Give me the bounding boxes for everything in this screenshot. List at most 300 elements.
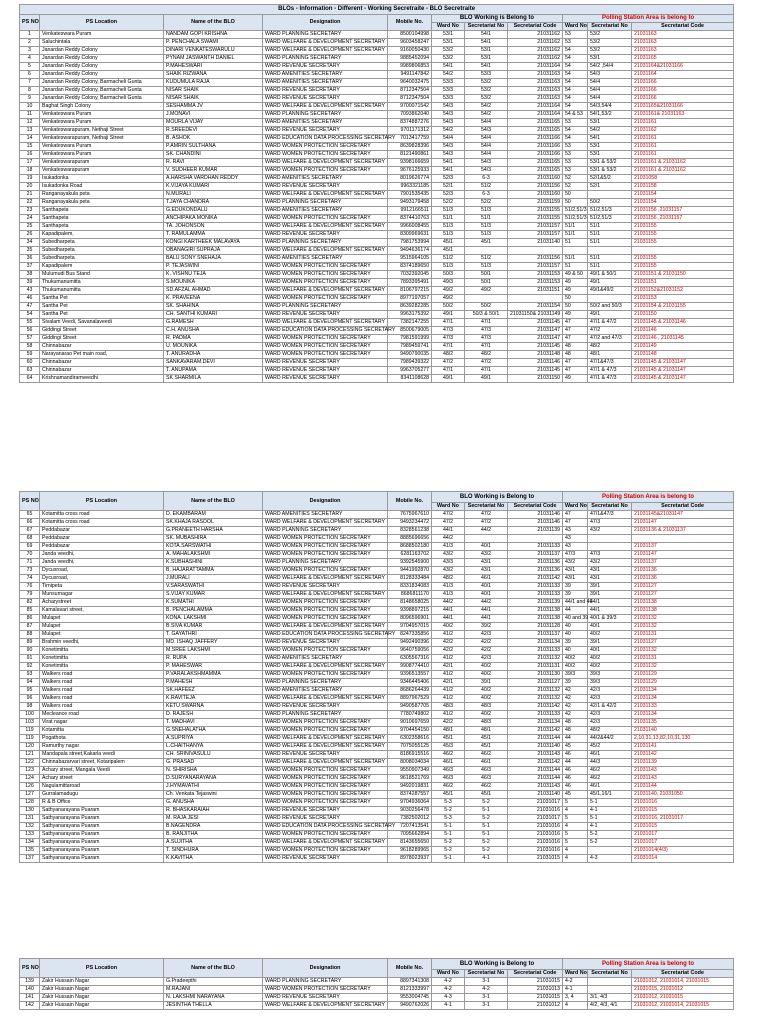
cell-designation: WARD WOMEN PROTECTION SECRETARY (263, 343, 388, 351)
cell-polling-secretariat-code: 21031143 (632, 775, 734, 783)
cell-mobile: 8978023937 (388, 855, 432, 863)
cell-polling-ward-no: 39/3 (563, 671, 588, 679)
cell-secretariat-no: 43/2 (465, 551, 508, 559)
cell-polling-ward-no: 43/2 (563, 559, 588, 567)
cell-ward-no: 47/1 (432, 319, 465, 327)
cell-ps-location: Venkateswara Puram (40, 111, 164, 119)
cell-polling-secretariat-no: 39/1 (588, 591, 632, 599)
cell-ward-no: 41/2 (432, 687, 465, 695)
cell-blo-name: P. TEJASWINI (164, 263, 263, 271)
cell-designation: WARD PLANNING SECRETARY (263, 303, 388, 311)
table-row (20, 367, 734, 375)
cell-ps-location: Pogathota (40, 735, 164, 743)
cell-secretariat-code: 21031144 (508, 775, 563, 783)
cell-blo-name: N. LAKSHMI NARAYANA (164, 994, 263, 1002)
cell-polling-secretariat-no: 47/1 & 47/3 (588, 367, 632, 375)
table-row (20, 591, 734, 599)
cell-ps-no: 17 (20, 159, 40, 167)
cell-blo-name: KONA. LAKSHMI (164, 615, 263, 623)
cell-mobile: 8639828396 (388, 143, 432, 151)
table-row (20, 791, 734, 799)
cell-designation: WARD PLANNING SECRETARY (263, 978, 388, 986)
cell-mobile: 8019626774 (388, 175, 432, 183)
cell-blo-name: V.SARASWATHI (164, 583, 263, 591)
cell-polling-secretariat-no: 45/1,16/1 (588, 791, 632, 799)
cell-blo-name: N. SHIRISHA (164, 767, 263, 775)
header-ward-no: Ward No (432, 23, 465, 31)
cell-secretariat-code: 21031143 (508, 783, 563, 791)
table-row (20, 978, 734, 986)
table-row (20, 703, 734, 711)
cell-polling-secretariat-code: 21031162 (632, 127, 734, 135)
cell-polling-secretariat-code: 21031161 (632, 151, 734, 159)
cell-polling-secretariat-no: 51/2,51/3 (588, 215, 632, 223)
cell-blo-name: M.SREE LAKSHMI (164, 647, 263, 655)
cell-ward-no: 54/4 (432, 135, 465, 143)
cell-mobile: 8186915516 (388, 751, 432, 759)
cell-blo-name: K. VISHNU TEJA (164, 271, 263, 279)
cell-polling-ward-no: 51/1 (563, 223, 588, 231)
table-row (20, 831, 734, 839)
cell-mobile: 7893395491 (388, 279, 432, 287)
cell-ps-location: Sathyanarayana Puaram (40, 807, 164, 815)
cell-polling-ward-no: 51/1 (563, 231, 588, 239)
cell-ps-location: Mandapala street,Kakarla veedi (40, 751, 164, 759)
cell-designation: WARD REVENUE SECRETARY (263, 231, 388, 239)
header-secretariat-no: Secretariat No (465, 503, 508, 511)
cell-secretariat-no: 52/2 (465, 199, 508, 207)
cell-ps-no: 88 (20, 631, 40, 639)
cell-secretariat-no: 6-3 (465, 175, 508, 183)
cell-ward-no: 41/2 (432, 655, 465, 663)
cell-secretariat-code: 21031015 (508, 994, 563, 1002)
cell-secretariat-code: 21031017 (508, 815, 563, 823)
cell-polling-secretariat-code: 21031154 (632, 199, 734, 207)
cell-polling-secretariat-code (632, 535, 734, 543)
cell-ps-location: Sivalam Veedi, Savanalaveedi (40, 319, 164, 327)
cell-mobile: 9493234472 (388, 519, 432, 527)
table-row (20, 855, 734, 863)
cell-polling-ward-no: 54 (563, 87, 588, 95)
cell-mobile: 9701171312 (388, 127, 432, 135)
cell-polling-secretariat-code: 21031161 & 21031162 (632, 159, 734, 167)
cell-blo-name: U. MOUNIKA (164, 343, 263, 351)
cell-ward-no: 51/1 (432, 215, 465, 223)
cell-polling-ward-no: 48 (563, 719, 588, 727)
cell-secretariat-no (465, 247, 508, 255)
cell-ward-no: 53/1 (432, 31, 465, 39)
table-row (20, 527, 734, 535)
cell-ps-location: Walkers road (40, 687, 164, 695)
header-polling-area: Polling Station Area is belong to (563, 492, 734, 503)
cell-secretariat-code: 21031145 (508, 367, 563, 375)
cell-secretariat-code: 21031140 (508, 743, 563, 751)
cell-ps-location: Walkers road (40, 679, 164, 687)
header-secretariat-code: Secretariat Code (632, 503, 734, 511)
cell-mobile: 8374287557 (388, 791, 432, 799)
cell-mobile: 9550907349 (388, 767, 432, 775)
cell-secretariat-no: 54/3 (465, 127, 508, 135)
cell-ps-location: Ramurthy nagar (40, 743, 164, 751)
cell-designation: WARD WOMEN PROTECTION SECRETARY (263, 279, 388, 287)
cell-designation: WARD WELFARE & DEVELOPMENT SECRETARY (263, 591, 388, 599)
cell-ps-location: Janardan Reddy Colony, Barmacheli Gunta (40, 95, 164, 103)
cell-designation: WARD PLANNING SECRETARY (263, 711, 388, 719)
cell-blo-name: CH. SRINIVASULU (164, 751, 263, 759)
cell-ward-no: 51/2 (432, 255, 465, 263)
cell-secretariat-code: 21031132 (508, 695, 563, 703)
cell-blo-name: SK.HAFEEZ (164, 687, 263, 695)
cell-ward-no: 51/3 (432, 231, 465, 239)
cell-polling-secretariat-no: 44/1 (588, 607, 632, 615)
cell-secretariat-no: 5-1 (465, 831, 508, 839)
cell-secretariat-code: 21031137 (508, 551, 563, 559)
cell-ps-location: Dycusroad, (40, 567, 164, 575)
header-ward-no: Ward No (563, 503, 588, 511)
cell-blo-name: K.SUMATHI (164, 599, 263, 607)
table-row (20, 31, 734, 39)
cell-mobile: 9398897215 (388, 607, 432, 615)
cell-polling-secretariat-code: 21031165 (632, 55, 734, 63)
cell-polling-secretariat-no: 51/1 (588, 239, 632, 247)
cell-ward-no: 41/2 (432, 671, 465, 679)
cell-mobile: 8374410763 (388, 215, 432, 223)
cell-polling-ward-no: 54 (563, 95, 588, 103)
cell-ps-location: Kapadipalem (40, 263, 164, 271)
cell-ward-no: 46/2 (432, 783, 465, 791)
cell-polling-secretariat-no: 48/1 (588, 351, 632, 359)
cell-mobile: 7989459741 (388, 343, 432, 351)
cell-mobile: 9490790035 (388, 351, 432, 359)
cell-secretariat-no: 43/1 (465, 559, 508, 567)
cell-polling-secretariat-no: 54/2 ,54/4 (588, 63, 632, 71)
cell-mobile: 8500104998 (388, 31, 432, 39)
table-row (20, 183, 734, 191)
cell-secretariat-code: 21031142 (508, 575, 563, 583)
cell-polling-secretariat-no (588, 295, 632, 303)
cell-secretariat-code: 21031140 (508, 239, 563, 247)
cell-polling-secretariat-no: 53/2 (588, 47, 632, 55)
cell-ward-no: 53/3 (432, 79, 465, 87)
cell-secretariat-code: 21031016 (508, 839, 563, 847)
cell-secretariat-code: 21031156 (508, 183, 563, 191)
cell-polling-ward-no: 4 (563, 847, 588, 855)
cell-secretariat-no: 50/2 (465, 303, 508, 311)
cell-blo-name: R. PADMA (164, 335, 263, 343)
cell-ward-no: 53/2 (432, 55, 465, 63)
cell-secretariat-no: 46/1 (465, 575, 508, 583)
table-row (20, 215, 734, 223)
cell-designation: WARD REVENUE SECRETARY (263, 751, 388, 759)
cell-ward-no: 47/1 (432, 367, 465, 375)
cell-polling-secretariat-no: 50/2 and 50/3 (588, 303, 632, 311)
table-row (20, 807, 734, 815)
cell-polling-secretariat-no: 53/1 (588, 55, 632, 63)
cell-ps-location: Zakir Hussain Nagar (40, 986, 164, 994)
cell-ps-location: Isukadonka Road (40, 183, 164, 191)
cell-secretariat-no: 46/1 (465, 759, 508, 767)
cell-mobile: 8128333484 (388, 575, 432, 583)
cell-blo-name: A. MAHALAKSHMI (164, 551, 263, 559)
cell-designation: WARD REVENUE SECRETARY (263, 703, 388, 711)
cell-secretariat-code: 21031163 (508, 79, 563, 87)
cell-polling-ward-no: 54 (563, 47, 588, 55)
table-row (20, 743, 734, 751)
cell-blo-name: G.PRANEETH HARSHA (164, 527, 263, 535)
cell-designation: WARD WELFARE & DEVELOPMENT SECRETARY (263, 319, 388, 327)
table-row (20, 575, 734, 583)
cell-polling-secretariat-code: 21031145 & 21031146 (632, 319, 734, 327)
cell-designation: WARD WOMEN PROTECTION SECRETARY (263, 567, 388, 575)
cell-ps-location: Chinnabazar (40, 359, 164, 367)
cell-ward-no: 42/1 (432, 679, 465, 687)
cell-secretariat-code: 21031166 (508, 151, 563, 159)
header-polling-area: Polling Station Area is belong to (563, 959, 734, 970)
cell-polling-secretariat-code: 21031015 (632, 807, 734, 815)
cell-polling-ward-no: 3, 4 (563, 994, 588, 1002)
cell-ward-no: 54/2 (432, 127, 465, 135)
table-row (20, 103, 734, 111)
cell-ps-no: 127 (20, 791, 40, 799)
cell-polling-secretariat-code: 21031161 & 21031162 (632, 167, 734, 175)
table-row (20, 271, 734, 279)
cell-polling-secretariat-no: 52/1&5/2 (588, 175, 632, 183)
cell-ward-no: 46/3 (432, 767, 465, 775)
cell-secretariat-code: 21031017 (508, 799, 563, 807)
cell-polling-ward-no: 50 (563, 191, 588, 199)
cell-ps-no: 119 (20, 727, 40, 735)
table-row (20, 343, 734, 351)
cell-polling-secretariat-no: 39/1 (588, 583, 632, 591)
cell-mobile: 7780749802 (388, 711, 432, 719)
cell-ps-no: 133 (20, 831, 40, 839)
cell-secretariat-no: 53/1 (465, 55, 508, 63)
cell-mobile: 8897341308 (388, 978, 432, 986)
cell-secretariat-no: 49/1 (465, 375, 508, 383)
cell-secretariat-no: 47/1 (465, 367, 508, 375)
cell-ps-location: Walkers road (40, 671, 164, 679)
cell-polling-ward-no: 47 (563, 335, 588, 343)
cell-blo-name: P.VARALAKSHMAMMA (164, 671, 263, 679)
cell-mobile: 8148658025 (388, 599, 432, 607)
cell-designation: WARD AMENITIES SECRETARY (263, 119, 388, 127)
cell-polling-secretariat-no: 42/1 & 42/2 (588, 703, 632, 711)
cell-secretariat-no: 49/2 (465, 287, 508, 295)
cell-polling-secretariat-code: 21031134 (632, 711, 734, 719)
cell-designation: WARD WELFARE & DEVELOPMENT SECRETARY (263, 743, 388, 751)
cell-ps-location: Venkateswarapuram, Nethaji Street (40, 135, 164, 143)
table-row (20, 567, 734, 575)
cell-secretariat-code: 21031015 (508, 855, 563, 863)
cell-designation: WARD WOMEN PROTECTION SECRETARY (263, 215, 388, 223)
cell-polling-secretariat-code: 21031146 (632, 327, 734, 335)
cell-secretariat-no: 5-1 (465, 823, 508, 831)
cell-ps-no: 73 (20, 567, 40, 575)
cell-polling-secretariat-no (588, 543, 632, 551)
cell-designation: WARD AMENITIES SECRETARY (263, 255, 388, 263)
cell-secretariat-no: 4-1 (465, 855, 508, 863)
cell-polling-ward-no: 45 (563, 791, 588, 799)
table-row (20, 63, 734, 71)
cell-polling-ward-no: 42 (563, 687, 588, 695)
cell-polling-ward-no: 43 (563, 543, 588, 551)
cell-designation: WARD WOMEN PROTECTION SECRETARY (263, 295, 388, 303)
header-mobile: Mobile No. (388, 492, 432, 511)
cell-secretariat-no: 54/4 (465, 143, 508, 151)
cell-blo-name: PYNAM JASWANTH DANIEL (164, 55, 263, 63)
cell-polling-secretariat-no: 5-1 (588, 815, 632, 823)
table-row (20, 519, 734, 527)
cell-polling-secretariat-no: 44/1 (588, 599, 632, 607)
cell-secretariat-no: 47/2 (465, 359, 508, 367)
cell-polling-secretariat-no: 43/1 (588, 575, 632, 583)
cell-ps-location: Venkateswara Puram (40, 151, 164, 159)
cell-secretariat-code (508, 247, 563, 255)
cell-blo-name: A.SUJITHA (164, 839, 263, 847)
cell-ps-location: Zakir Hussain Nagar (40, 978, 164, 986)
header-ward-no: Ward No (432, 970, 465, 978)
cell-secretariat-no: 44/1 (465, 607, 508, 615)
cell-designation: WARD EDUCATION DATA PROCESSING SECRETARY (263, 135, 388, 143)
cell-mobile: 8328561238 (388, 527, 432, 535)
cell-designation: WARD WOMEN PROTECTION SECRETARY (263, 335, 388, 343)
cell-polling-ward-no: 4 (563, 1002, 588, 1010)
cell-designation: WARD EDUCATION DATA PROCESSING SECRETARY (263, 631, 388, 639)
cell-polling-secretariat-code: 21031166 (632, 95, 734, 103)
header-ward-no: Ward No (563, 970, 588, 978)
cell-polling-secretariat-code: 21031131 (632, 631, 734, 639)
table-row (20, 119, 734, 127)
header-ward-no: Ward No (563, 23, 588, 31)
header-blo-name: Name of the BLO (164, 15, 263, 31)
cell-blo-name: T. ANUPAMA (164, 367, 263, 375)
cell-ps-no: 142 (20, 1002, 40, 1010)
cell-secretariat-code: 21031140 (508, 791, 563, 799)
cell-polling-secretariat-code: 21031133 (632, 703, 734, 711)
cell-polling-ward-no: 46 (563, 783, 588, 791)
cell-secretariat-no: 5-2 (465, 839, 508, 847)
cell-polling-ward-no: 50 (563, 295, 588, 303)
cell-polling-secretariat-code: 21031015, 21031012 (632, 986, 734, 994)
cell-blo-name: K.VIJAYA KUMARI (164, 183, 263, 191)
cell-polling-secretariat-code: 21031014(4/3) (632, 847, 734, 855)
cell-designation: WARD WOMEN PROTECTION SECRETARY (263, 535, 388, 543)
cell-secretariat-code: 21031146 (508, 511, 563, 519)
cell-designation: WARD REVENUE SECRETARY (263, 994, 388, 1002)
cell-ps-location: Santha Pet (40, 311, 164, 319)
cell-mobile: 9704957015 (388, 623, 432, 631)
header-secretariat-code: Secretariat Code (632, 970, 734, 978)
cell-ps-location: Venkateswara Puram (40, 31, 164, 39)
table-row (20, 199, 734, 207)
cell-secretariat-no: 53/2 (465, 95, 508, 103)
cell-polling-secretariat-code: 21031140, 21031050 (632, 791, 734, 799)
table-row (20, 111, 734, 119)
cell-secretariat-no: 54/4 (465, 119, 508, 127)
cell-polling-ward-no: 42 (563, 703, 588, 711)
cell-polling-ward-no: 53 (563, 159, 588, 167)
cell-secretariat-no: 47/2 (465, 511, 508, 519)
cell-blo-name: SK. CHANDINI (164, 151, 263, 159)
cell-polling-secretariat-code: 21031136 (632, 575, 734, 583)
cell-ward-no: 4-1 (432, 1002, 465, 1010)
cell-ward-no: 5-1 (432, 855, 465, 863)
cell-ps-no: 12 (20, 119, 40, 127)
cell-ps-location: Munsurnagar (40, 591, 164, 599)
cell-blo-name: NANDAM GOPI KRISHNA (164, 31, 263, 39)
header-secretariat-code: Secretariat Code (508, 503, 563, 511)
cell-secretariat-code: 21031142 (508, 727, 563, 735)
cell-blo-name: KONGI KARTHEEK MALAVAYA (164, 239, 263, 247)
cell-polling-secretariat-code: 21031135 (632, 719, 734, 727)
cell-secretariat-code: 21031147 (508, 327, 563, 335)
cell-mobile: 8977197057 (388, 295, 432, 303)
cell-polling-secretariat-code: 21031156 ,21031157 (632, 207, 734, 215)
cell-secretariat-code: 21031015 (508, 978, 563, 986)
cell-designation: WARD AMENITIES SECRETARY (263, 79, 388, 87)
cell-secretariat-code: 21031133 (508, 647, 563, 655)
cell-polling-secretariat-code: 21031127 (632, 639, 734, 647)
cell-ward-no: 54/3 (432, 143, 465, 151)
cell-polling-secretariat-code: 21031012, 21031015 (632, 994, 734, 1002)
cell-secretariat-no: 46/2 (465, 783, 508, 791)
cell-mobile: 9492490396 (388, 639, 432, 647)
table-row (20, 87, 734, 95)
cell-polling-secretariat-no: 51/2,51/3 (588, 207, 632, 215)
cell-mobile: 9490587705 (388, 703, 432, 711)
cell-blo-name: K.SUBHASHINI (164, 559, 263, 567)
cell-polling-ward-no: 47 (563, 367, 588, 375)
cell-polling-ward-no: 54 & 53 (563, 111, 588, 119)
cell-polling-secretariat-no: 54/3,54/4 (588, 103, 632, 111)
cell-ward-no: 42/2 (432, 639, 465, 647)
cell-ward-no: 47/2 (432, 359, 465, 367)
header-secretariat-code: Secretariat Code (632, 23, 734, 31)
cell-polling-secretariat-code: 21031147 (632, 519, 734, 527)
cell-mobile: 9030256478 (388, 807, 432, 815)
cell-polling-ward-no: 47 (563, 511, 588, 519)
cell-designation: WARD PLANNING SECRETARY (263, 31, 388, 39)
cell-secretariat-no: 54/1 (465, 39, 508, 47)
cell-secretariat-code: 21031133 (508, 591, 563, 599)
cell-designation: WARD WOMEN PROTECTION SECRETARY (263, 599, 388, 607)
cell-ps-no: 26 (20, 231, 40, 239)
cell-secretariat-no: 40/2 (465, 711, 508, 719)
cell-designation: WARD WOMEN PROTECTION SECRETARY (263, 847, 388, 855)
table-row (20, 583, 734, 591)
cell-polling-ward-no: 43 (563, 535, 588, 543)
cell-designation: WARD PLANNING SECRETARY (263, 55, 388, 63)
cell-secretariat-code: 21031139 (508, 599, 563, 607)
table-row (20, 167, 734, 175)
cell-ps-location: Sathyanarayana Puaram (40, 839, 164, 847)
cell-ps-location: Mulapet (40, 631, 164, 639)
cell-ps-location: Subedharpeta (40, 247, 164, 255)
cell-ps-no: 19 (20, 175, 40, 183)
table-row (20, 823, 734, 831)
cell-polling-secretariat-no (588, 535, 632, 543)
header-ps-location: PS Location (40, 492, 164, 511)
cell-blo-name: SK SHARMILA (164, 375, 263, 383)
cell-ps-location: Achary street (40, 775, 164, 783)
table-row (20, 47, 734, 55)
cell-secretariat-no: 54/4 (465, 135, 508, 143)
cell-ps-no: 58 (20, 343, 40, 351)
cell-polling-secretariat-code: 21031154 & 21031155 (632, 303, 734, 311)
cell-mobile: 7013417759 (388, 135, 432, 143)
cell-polling-secretariat-code: 21031161 (632, 119, 734, 127)
cell-polling-ward-no: 40 and 39 (563, 615, 588, 623)
